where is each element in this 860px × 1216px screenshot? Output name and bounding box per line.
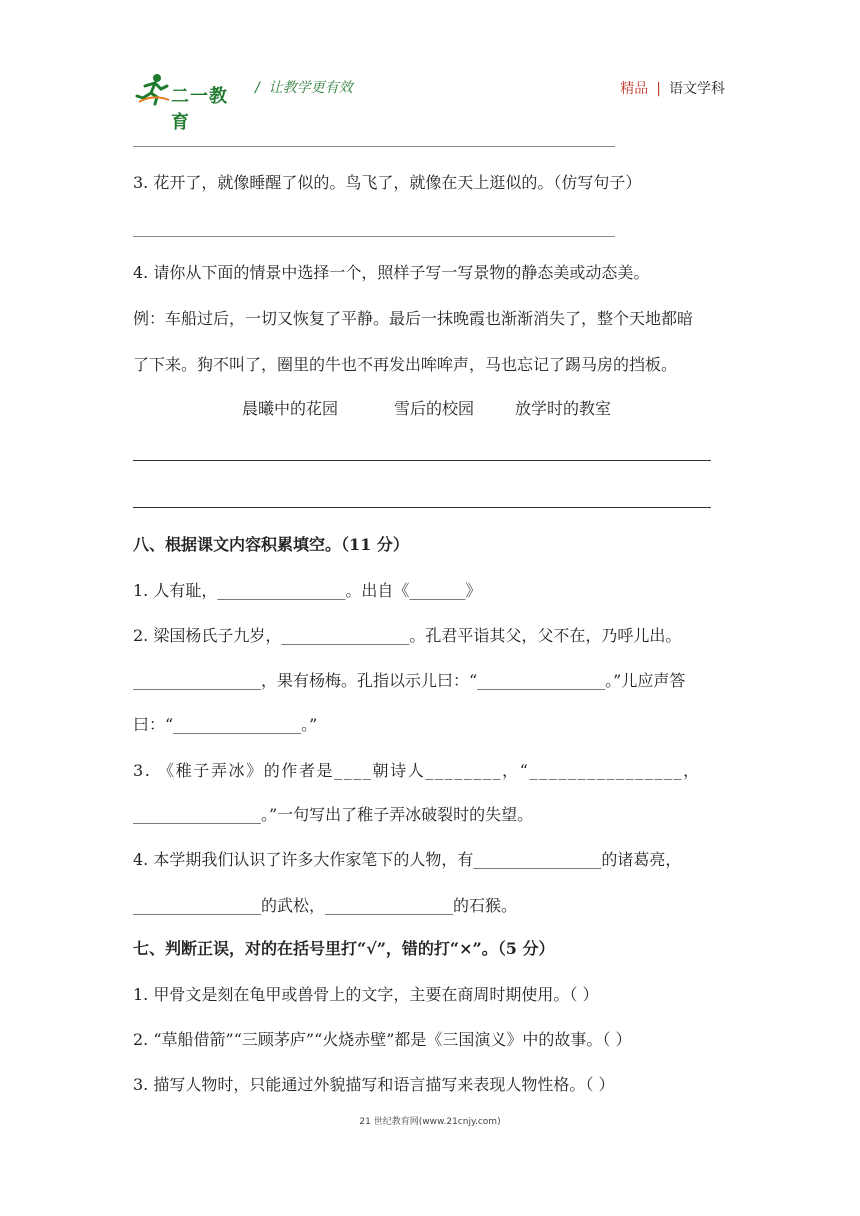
- s8-question-1: 1. 人有耻，________________。出自《_______》: [133, 581, 482, 600]
- s8-question-3-line-2: ________________。”一句写出了稚子弄冰破裂时的失望。: [133, 805, 534, 824]
- s8-question-2-line-2: ________________，果有杨梅。孔指以示儿曰：“________________。”儿应声答: [133, 671, 686, 690]
- s8-question-4-line-1: 4. 本学期我们认识了许多大作家笔下的人物，有________________的诸葛亮，: [133, 850, 682, 869]
- header-divider: |: [656, 81, 661, 97]
- section-8-title: 八、根据课文内容积累填空。（11 分）: [133, 535, 409, 554]
- logo: [135, 72, 245, 133]
- example-line-1: 例：车船过后，一切又恢复了平静。最后一抹晚霞也渐渐消失了，整个天地都暗: [133, 309, 694, 328]
- answer-line: [133, 146, 615, 147]
- s7-question-3: 3. 描写人物时，只能通过外貌描写和语言描写来表现人物性格。（ ）: [133, 1075, 615, 1094]
- writing-line: [133, 507, 711, 508]
- example-line-2: 了下来。狗不叫了，圈里的牛也不再发出哞哞声，马也忘记了踢马房的挡板。: [133, 355, 678, 374]
- runner-logo-icon: [135, 72, 171, 106]
- page-footer: 21 世纪教育网(www.21cnjy.com): [359, 1117, 501, 1127]
- slogan-text: 让教学更有效: [268, 80, 353, 96]
- section-7-title: 七、判断正误，对的在括号里打“√”，错的打“×”。（5 分）: [133, 939, 555, 958]
- header-subject: [620, 78, 725, 98]
- scene-option-garden: 晨曦中的花园: [242, 399, 339, 418]
- scene-option-campus: 雪后的校园: [394, 399, 475, 418]
- s8-question-2-line-3: 曰：“________________。”: [133, 715, 318, 734]
- question-3: 3. 花开了，就像睡醒了似的。鸟飞了，就像在天上逛似的。（仿写句子）: [133, 173, 642, 192]
- subject-label: 语文学科: [669, 81, 725, 97]
- question-4: 4. 请你从下面的情景中选择一个，照样子写一写景物的静态美或动态美。: [133, 263, 650, 282]
- writing-line: [133, 460, 711, 461]
- s7-question-2: 2. “草船借箭”“三顾茅庐”“火烧赤壁”都是《三国演义》中的故事。（ ）: [133, 1030, 632, 1049]
- scene-option-classroom: 放学时的教室: [515, 399, 612, 418]
- quality-label: 精品: [620, 81, 649, 97]
- page-header: [135, 64, 725, 133]
- logo-text: 二一教育: [171, 86, 228, 133]
- answer-line: [133, 236, 615, 237]
- s7-question-1: 1. 甲骨文是刻在龟甲或兽骨上的文字，主要在商周时期使用。（ ）: [133, 985, 599, 1004]
- slogan-separator: /: [255, 80, 260, 96]
- s8-question-2-line-1: 2. 梁国杨氏子九岁，________________。孔君平诣其父，父不在，乃呼儿出。: [133, 626, 682, 645]
- s8-question-4-line-2: ________________的武松，________________的石猴。: [133, 896, 518, 915]
- slogan: [255, 77, 353, 97]
- s8-question-3-line-1: 3. 《稚子弄冰》的作者是____朝诗人________，“________________，: [133, 761, 701, 780]
